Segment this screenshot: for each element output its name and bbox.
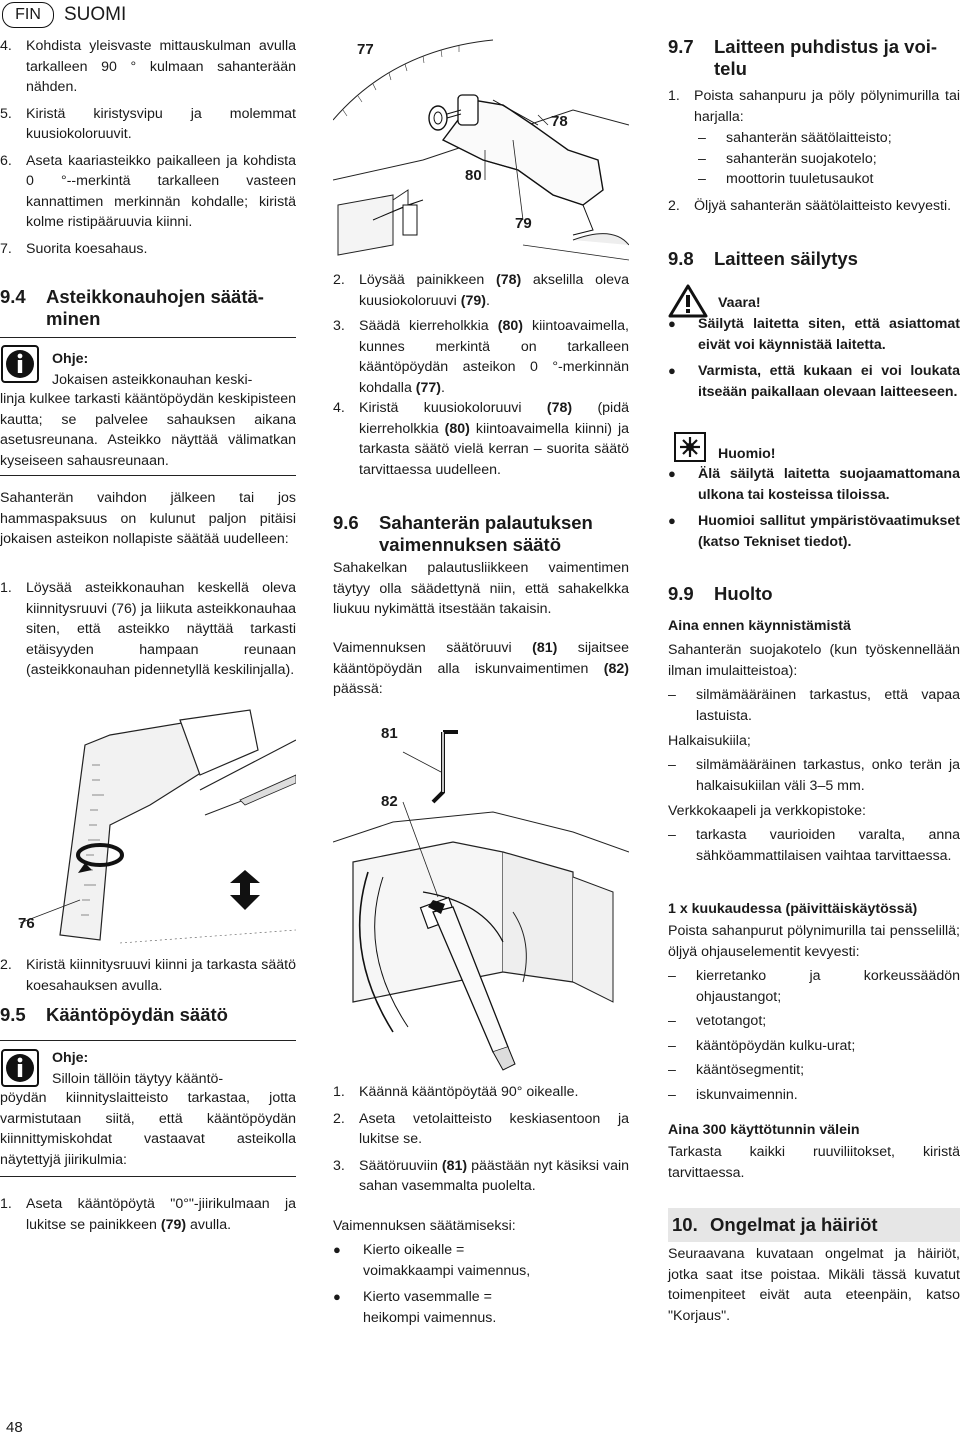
figure-label-77: 77 (357, 41, 374, 58)
list-item: ● Kierto vasemmalle = heikompi vaimennus. (333, 1289, 497, 1326)
paragraph: Vaimennuksen säätöruuvi (81) sijaitsee kääntöpöydän alla iskunvaimentimen (82) päässä: (333, 640, 629, 697)
list-item: 2. Öljyä sahanterän säätölaitteisto kevyesti. (668, 198, 952, 214)
language-code-badge: FIN (2, 2, 54, 28)
list-item: ● Varmista, että kukaan ei voi loukata itseään paikallaan olevaan laitteeseen. (668, 363, 960, 400)
section-heading-9-4: 9.4 Asteikkonauhojen säätä- minen (0, 286, 264, 329)
list-item: – silmämääräinen tarkastus, onko terän ja halkaisukiilan väli 3–5 mm. (668, 757, 960, 794)
figure-turntable-stop (333, 30, 629, 262)
list-item: ● Kierto oikealle = voimakkaampi vaimennus, (333, 1242, 531, 1279)
section-heading-9-8: 9.8 Laitteen säilytys (668, 248, 858, 269)
figure-damper-screw (333, 712, 629, 1074)
list-item: 3. Säätöruuviin (81) päästään nyt käsiksi vain sahan vasemmalta puolelta. (333, 1157, 630, 1194)
list-item: – sahanterän säätölaitteisto; (698, 130, 892, 146)
divider (0, 475, 296, 476)
figure-label-81: 81 (381, 725, 398, 742)
list-item: – silmämääräinen tarkastus, että vapaa lastuista. (668, 687, 960, 724)
section-heading-10: 10. Ongelmat ja häiriöt (668, 1208, 960, 1242)
list-item: 1. Poista sahanpuru ja pöly pölynimurilla tai harjalla: (668, 88, 960, 125)
dash-list (668, 825, 960, 866)
list-item: ● Säilytä laitetta siten, että asiattomat eivät voi käynnistää laitetta. (668, 316, 960, 353)
language-label: SUOMI (64, 4, 127, 25)
subheading: Aina ennen käynnistämistä (668, 618, 851, 634)
figure-scale-adjustment (0, 705, 296, 950)
list-item: – sahanterän suojakotelo; (698, 150, 877, 167)
notice-label: Huomio! (718, 446, 776, 462)
list-item: 1. Löysää asteikkonauhan keskellä oleva kiinnitysruuvi (76) ja liikuta asteikkonauhaa siten, että asteikko näyttää tarkasti etäisyyden hampaan reunaan (asteikkonauhan pidennetyllä keskilinjalla). (0, 580, 296, 678)
subheading: Aina 300 käyttötunnin välein (668, 1122, 860, 1138)
list-item: 7. Suorita koesahaus. (0, 240, 148, 257)
paragraph: Seuraavana kuvataan ongelmat ja häiriöt, jotka saat itse poistaa. Mikäli tässä kuvatut toimenpiteet eivät auta eteenpäin, katso "Korjaus". (668, 1246, 960, 1324)
dash-list (668, 128, 960, 190)
list-item: 2. Kiristä kiinnitysruuvi kiinni ja tarkasta säätö koesahauksen avulla. (0, 957, 296, 994)
paragraph: Halkaisukiila; (668, 733, 751, 749)
list-item: 4. Kohdista yleisvaste mittauskulman avulla tarkalleen 90 ° kulmaan sahanterään nähden. (0, 38, 296, 95)
page-number: 48 (6, 1419, 23, 1436)
divider (0, 1176, 296, 1177)
note-text: linja kulkee tarkasti kääntöpöydän keskipisteen kautta; se palvelee sahauksen aikana asetusreunana. Asteikko näyttää välimatkan kyseiseen sahausreunaan. (0, 391, 296, 469)
paragraph: Vaimennuksen säätämiseksi: (333, 1218, 516, 1234)
note-text-first: Jokaisen asteikkonauhan keski- (52, 371, 253, 388)
list-item: 4. Kiristä kuusiokoloruuvi (78) (pidä kierreholkkia (80) kiintoavaimella kiinni) ja tarkasta säätö vielä kerran – suorita säätö tarvittaessa uudelleen. (333, 400, 629, 478)
divider (0, 337, 296, 338)
bullet-list (333, 1240, 629, 1328)
list-item: – iskunvaimennin. (668, 1086, 798, 1103)
steps-top (0, 36, 296, 259)
paragraph: Sahakelkan palautusliikkeen vaimentimen täytyy olla säädettynä niin, että sahakelkka liukuu nykimättä itsestään takaisin. (333, 560, 629, 617)
list-item: – kääntöpöydän kulku-urat; (668, 1037, 856, 1054)
figure-label-82: 82 (381, 793, 398, 810)
note-text-first: Silloin tällöin täytyy kääntö- (52, 1070, 224, 1087)
section-heading-9-6: 9.6 Sahanterän palautuksen vaimennuksen säätö (333, 512, 593, 555)
figure-label-78: 78 (551, 113, 568, 130)
warning-label: Vaara! (718, 295, 761, 311)
list-item: 5. Kiristä kiristysvipu ja molemmat kuusiokoloruuvit. (0, 105, 296, 142)
list-item: – tarkasta vaurioiden varalta, anna sähköammattilaisen vaihtaa tarvittaessa. (668, 827, 960, 864)
notice-list (668, 464, 960, 552)
dash-list (668, 755, 960, 796)
figure-label-80: 80 (465, 167, 482, 184)
paragraph: Verkkokaapeli ja verkkopistoke: (668, 803, 866, 819)
list-item: 3. Säädä kierreholkkia (80) kiintoavaimella, kunnes merkintä on tarkalleen kääntöpöydän asteikon 0 °-merkinnän kohdalla (77). (333, 318, 629, 396)
dash-list (668, 966, 960, 1105)
paragraph: Tarkasta kaikki ruuviliitokset, kiristä tarvittaessa. (668, 1144, 960, 1181)
paragraph: Poista sahanpurut pölynimurilla tai pensselillä; öljyä ohjauselementit kevyesti: (668, 923, 960, 960)
list-item: ● Älä säilytä laitetta suojaamattomana ulkona tai kosteissa tiloissa. (668, 466, 960, 503)
steps-list (333, 1082, 629, 1197)
figure-label-76: 76 (18, 915, 35, 932)
list-item: 2. Löysää painikkeen (78) akselilla oleva kuusiokoloruuvi (79). (333, 272, 629, 309)
list-item: 1. Käännä kääntöpöytää 90° oikealle. (333, 1084, 579, 1100)
divider (0, 1040, 296, 1041)
list-item: – kääntösegmentit; (668, 1062, 805, 1078)
section-heading-9-5: 9.5 Kääntöpöydän säätö (0, 1004, 228, 1025)
subheading: 1 x kuukaudessa (päivittäiskäytössä) (668, 901, 918, 917)
note-label: Ohje: (52, 1050, 89, 1066)
section-heading-9-9: 9.9 Huolto (668, 583, 773, 604)
note-label: Ohje: (52, 351, 89, 367)
dash-list (668, 685, 960, 726)
paragraph: Sahanterän vaihdon jälkeen tai jos hammaspaksuus on kulunut paljon pitäisi jokaisen asteikon nollapiste säätää uudelleen: (0, 490, 296, 547)
section-heading-9-7: 9.7 Laitteen puhdistus ja voi- telu (668, 36, 938, 79)
list-item: 2. Aseta vetolaitteisto keskiasentoon ja lukitse se. (333, 1110, 629, 1147)
list-item: – moottorin tuuletusaukot (698, 171, 874, 187)
list-item: 1. Aseta kääntöpöytä "0°"-jiirikulmaan ja lukitse se painikkeen (79) avulla. (0, 1196, 296, 1233)
note-text: pöydän kiinnityslaitteisto tarkastaa, jotta varmistutaan siitä, että kääntöpöydän kiinnittymiskohdat vastaavat asteikolla näytettyjä jiirikulmia: (0, 1090, 296, 1168)
figure-label-79: 79 (515, 215, 532, 232)
list-item: – vetotangot; (668, 1013, 767, 1029)
list-item: ● Huomioi sallitut ympäristövaatimukset (katso Tekniset tiedot). (668, 513, 960, 550)
list-item: 6. Aseta kaariasteikko paikalleen ja kohdista 0 °--merkintä tarkalleen vasteen kannattimen merkinnän kohdalle; kiristä kolme ristipääruuvia kiinni. (0, 152, 296, 230)
info-icon (0, 344, 40, 391)
paragraph: Sahanterän suojakotelo (kun työskennellään ilman imulaitteistoa): (668, 642, 960, 679)
list-item: – kierretanko ja korkeussäädön ohjaustangot; (668, 968, 960, 1005)
warning-list (668, 314, 960, 402)
